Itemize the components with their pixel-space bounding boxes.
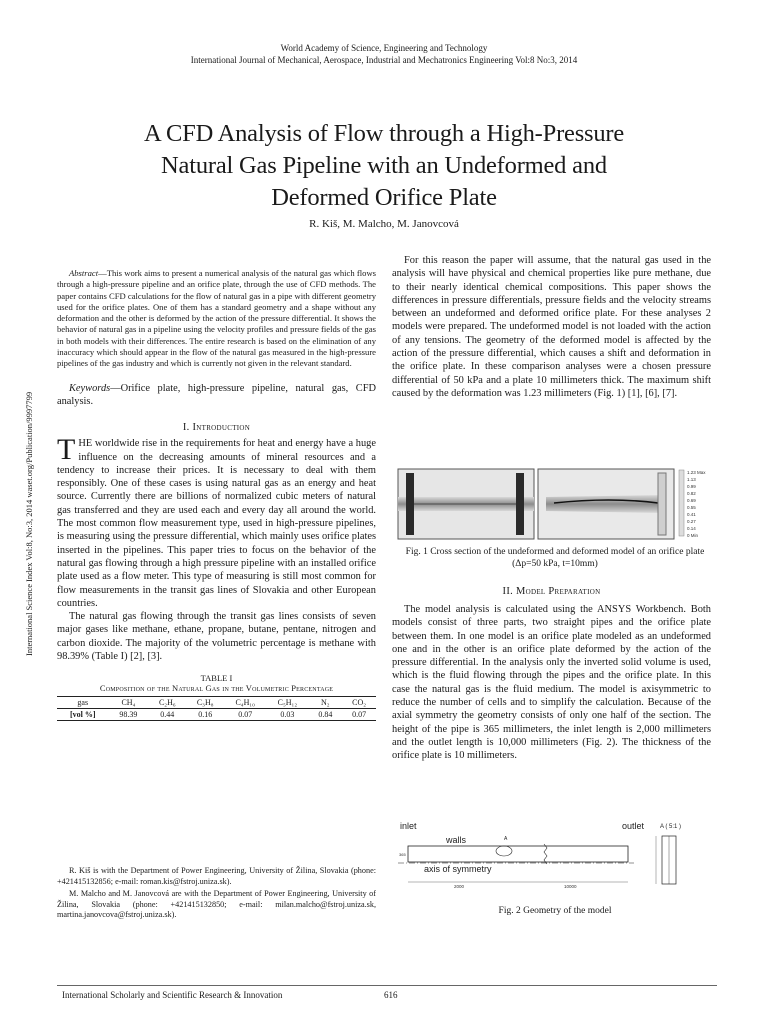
legend-label: 0.27 (687, 519, 696, 524)
table-cell: 0.16 (198, 710, 213, 720)
intro-paragraph-2: The natural gas flowing through the transit gas lines consists of seven major gases like methane, ethane, propane, butane, pentane, nitrogen and carbon dioxide. The majority of the volumetric percentage is methane with 98.39% (Table I) [2], [3]. (57, 611, 376, 663)
intro-p1-text: HE worldwide rise in the requirements for heat and energy have a huge influence on the decreasing amounts of mineral resources and a tendency to increase their prices. It is necessary to deal with them responsibly. One of these cases is using natural gas as an energy and heat source. Currently there are billions of normalized cubic meters of natural gas transferred and they are used each and every day all around the world. The most common flow measurement type, used in high-pressure pipelines, is measuring using the pressure differential, which mainly uses orifice plates inserted in the pipelines. This paper tries to focus on the behavior of the natural gas flowing through a high pressure pipeline with an installed orifice plate used as a flow meter. This type of measuring is still most common for flow measurements in the transit gas lines of Slovakia and other European countries. (57, 438, 376, 609)
figure-2-graphic (394, 814, 716, 894)
outlet-label: outlet (622, 821, 645, 831)
table-header-cell: C₅H₁₂ (277, 698, 298, 708)
journal-header (0, 42, 768, 66)
table-header-cell: CH₄ (121, 698, 136, 708)
journal-name: International Journal of Mechanical, Aerospace, Industrial and Mechatronics Engineering Vol:8 No:3, 2014 (190, 55, 578, 65)
title-line-2: Natural Gas Pipeline with an Undeformed and (161, 152, 607, 179)
title-line-3: Deformed Orifice Plate (271, 184, 497, 211)
right-column (392, 254, 711, 400)
legend-label: 0.55 (687, 505, 696, 510)
legend-label: 0.41 (687, 512, 696, 517)
journal-publisher: World Academy of Science, Engineering and Technology (280, 43, 488, 53)
figure-1-legend (679, 470, 706, 538)
figure-2 (394, 814, 716, 894)
undeformed-flange-left (406, 473, 414, 535)
table-cell: 0.07 (352, 710, 367, 720)
abstract (57, 268, 376, 370)
drop-cap: T (57, 433, 76, 467)
model-preparation (392, 603, 711, 763)
keywords-label: Keywords (69, 382, 111, 394)
table-cell: 98.39 (119, 710, 138, 720)
intro-paragraph-1 (57, 433, 376, 610)
sidebar-index (24, 356, 38, 716)
undeformed-flange-right (516, 473, 524, 535)
deformed-flange-right (658, 473, 666, 535)
table-header-cell: C₂H₆ (158, 698, 176, 708)
break-mark (544, 844, 547, 864)
deformed-channel (546, 495, 666, 513)
table-label: TABLE I (200, 673, 233, 684)
composition-table (57, 696, 376, 721)
table-header-cell: N₂ (321, 698, 330, 708)
right-paragraph-1: For this reason the paper will assume, that the natural gas used in the analysis will have physical and chemical properties like pure methane, due to their nearly identical chemical compositions. This paper shows the differences in pressure differentials, pressure fields and the velocity streams between an undeformed and deformed orifice plate. For these analyses 2 models were prepared. The undeformed model is not loaded with the action of any tensions. The geometry of the deformed model is affected by the action of the pressure differential, which causes a shift and deformation in the orifice plate. In these comparison analyses were a chosen pressure differential of 50 kPa and a plate 10 millimeters thick. The maximum shift caused by the deformation was 1.23 millimeters (Fig. 1) [1], [6], [7]. (392, 255, 711, 399)
height-dimension-label: 365 (399, 852, 406, 857)
figure-2-caption: Fig. 2 Geometry of the model (498, 906, 612, 916)
right-paragraph-2: The model analysis is calculated using the ANSYS Workbench. Both models consist of three parts, two straight pipes and the orifice plate between them. In one model is an orifice plate modeled as an undeformed one and in the other is an orifice plate deformed by the action of the pressure differential. In the analysis only the inverted solid volume is used, which is the fluid flowing through the pipes and the orifice plate. In this case the natural gas is the fluid medium. The model is axisymmetric to reduce the number of cells and to simplify the calculation. Because of the axial symmetry the geometry consists of only one half of the section. The height of the pipe is 365 millimeters, the inlet length is 2,000 millimeters and the outlet length is 10,000 millimeters (Fig. 2). The thickness of the orifice plate is 10 millimeters. (392, 604, 711, 762)
table-cell: 0.03 (280, 710, 295, 720)
sidebar-text: International Science Index Vol:8, No:3, 2014 waset.org/Publication/9997799 (24, 391, 34, 656)
paper-title (50, 118, 718, 214)
page-number: 616 (384, 990, 398, 1000)
walls-label: walls (446, 835, 467, 845)
inlet-label: inlet (400, 821, 417, 831)
legend-label: 1.23 Max (687, 470, 706, 475)
table-header-cell: C₃H₈ (196, 698, 214, 708)
legend-label: 1.13 (687, 477, 696, 482)
legend-label: 0.82 (687, 491, 696, 496)
figure-1-caption: Fig. 1 Cross section of the undeformed and deformed model of an orifice plate (Δp=50 kPa, t=10mm) (405, 547, 705, 569)
legend-label: 0 Min (687, 533, 699, 538)
section-2-heading: II. Model Preparation (502, 586, 601, 597)
table-caption: Composition of the Natural Gas in the Volumetric Percentage (99, 683, 334, 694)
pipe-outline (408, 846, 628, 862)
footer-publisher: International Scholarly and Scientific Research & Innovation (62, 990, 283, 1000)
table-header-row (57, 697, 376, 709)
footer-rule (57, 985, 717, 986)
detail-circle (496, 846, 512, 856)
mark-a-label: A (504, 836, 508, 842)
inlet-dimension-label: 2000 (454, 884, 465, 889)
outlet-dimension-label: 10000 (564, 884, 577, 889)
title-line-1: A CFD Analysis of Flow through a High-Pressure (143, 120, 625, 147)
table-cell: 0.84 (318, 710, 333, 720)
legend-label: 0.99 (687, 484, 696, 489)
figure-1-graphic (396, 467, 714, 541)
table-header-cell: CO₂ (352, 698, 367, 708)
table-cell: 0.07 (238, 710, 253, 720)
legend-label: 0.14 (687, 526, 696, 531)
table-header-cell: C₄H₁₀ (235, 698, 255, 708)
figure-1 (396, 467, 714, 541)
legend-label: 0.69 (687, 498, 696, 503)
table-row (57, 709, 376, 721)
abstract-label: Abstract (69, 268, 99, 278)
left-column (57, 268, 376, 721)
keywords-text: —Orifice plate, high-pressure pipeline, natural gas, CFD analysis. (57, 382, 376, 407)
footnotes (57, 866, 376, 921)
table-cell: 0.44 (160, 710, 175, 720)
table-cell: [vol %] (69, 710, 96, 720)
table-header-cell: gas (77, 698, 89, 708)
detail-label: A ( 5:1 ) (660, 824, 682, 830)
abstract-text: —This work aims to present a numerical analysis of the natural gas which flows through a high-pressure pipeline and an orifice plate, through the use of CFD methods. The paper contains CFD calculations for the flow of natural gas in a pipe with different geometry used for the orifice plates. One of them has a standard geometry and a shape without any deformation and the other is deformed by the action of the pressure differential. It shows the behavior of natural gas in a pipeline using the velocity profiles and pressure fields of the gas in both models with their differences. The entire research is based on the elimination of any inaccuracy which should appear in the flow of the natural gas measured in the high-pressure pipelines of the gas industry and which is currently not given in the relevant standard. (57, 268, 376, 369)
footnote-1: R. Kiš is with the Department of Power Engineering, University of Žilina, Slovakia (phone: +421415132856; e-mail: roman.kis@fstroj.uniza.sk). (57, 866, 376, 886)
keywords (57, 382, 376, 409)
footnote-2: M. Malcho and M. Janovcová are with the Department of Power Engineering, University of Žilina, Slovakia (phone: +421415132850; e-mail: milan.malcho@fstroj.uniza.sk, martina.janovcova@fstroj.uniza.sk). (57, 889, 376, 920)
axis-label: axis of symmetry (424, 864, 492, 874)
section-1-heading: I. Introduction (182, 422, 251, 434)
authors: R. Kiš, M. Malcho, M. Janovcová (309, 218, 459, 230)
